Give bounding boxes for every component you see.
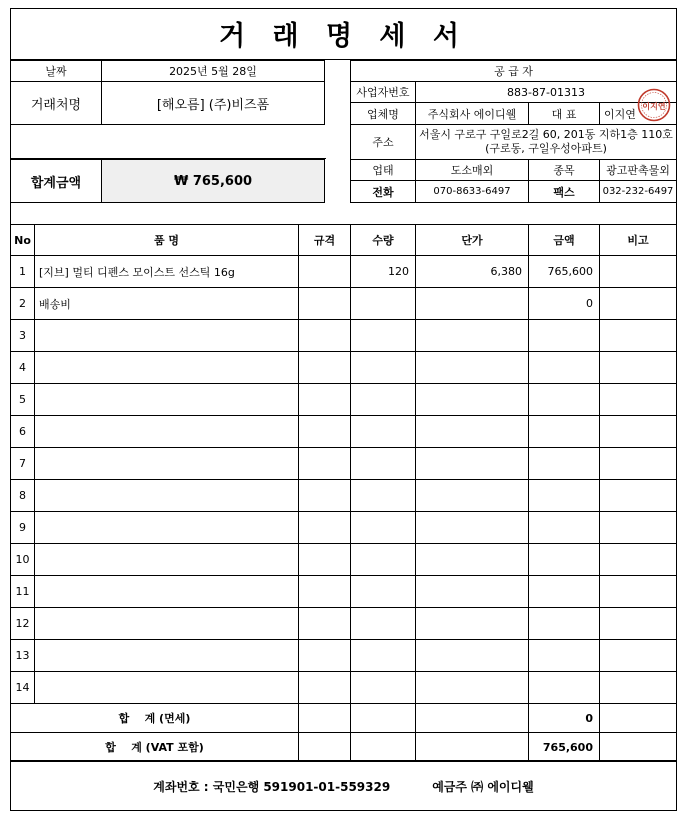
reg-no-value: 883-87-01313	[415, 81, 677, 103]
table-cell-amount	[528, 447, 600, 480]
table-cell-unit-price	[415, 479, 529, 512]
table-cell-qty	[350, 671, 416, 704]
address-value: 서울시 구로구 구일로2길 60, 201동 지하1층 110호(구로동, 구일우성아파트)	[415, 124, 677, 160]
table-cell-unit-price	[415, 639, 529, 672]
table-cell-unit-price	[415, 671, 529, 704]
table-cell-unit-price	[415, 351, 529, 384]
table-cell-spec	[298, 255, 351, 288]
header-item: 품 명	[34, 224, 299, 256]
row-number: 9	[10, 511, 35, 544]
table-cell-note	[599, 287, 677, 320]
table-cell-unit-price	[415, 575, 529, 608]
table-cell-unit-price	[415, 447, 529, 480]
total-amount-label: 합계금액	[10, 159, 102, 203]
table-cell-amount	[528, 383, 600, 416]
table-cell-item	[34, 575, 299, 608]
table-cell-unit-price	[415, 415, 529, 448]
biz-type-label: 업태	[350, 159, 416, 181]
table-cell-qty	[350, 351, 416, 384]
table-cell-item	[34, 543, 299, 576]
table-cell-unit-price	[415, 543, 529, 576]
table-cell-qty	[350, 511, 416, 544]
table-cell-amount	[528, 543, 600, 576]
row-number: 3	[10, 319, 35, 352]
table-cell-note	[599, 671, 677, 704]
row-number: 2	[10, 287, 35, 320]
client-value: [해오름] (주)비즈폼	[101, 81, 325, 125]
subtotal-tax-free-value: 0	[528, 703, 600, 733]
row-number: 12	[10, 607, 35, 640]
table-cell-qty	[350, 479, 416, 512]
table-cell-item	[34, 351, 299, 384]
row-number: 6	[10, 415, 35, 448]
document-title: 거 래 명 세 서	[10, 8, 677, 60]
table-cell-unit-price	[415, 287, 529, 320]
row-number: 1	[10, 255, 35, 288]
table-cell-qty	[350, 575, 416, 608]
reg-no-label: 사업자번호	[350, 81, 416, 103]
table-cell-spec	[298, 575, 351, 608]
table-cell-note	[599, 383, 677, 416]
table-cell-amount	[528, 415, 600, 448]
table-cell-amount	[528, 351, 600, 384]
table-cell-spec	[298, 511, 351, 544]
table-cell-amount	[528, 639, 600, 672]
table-cell-qty	[350, 639, 416, 672]
total-vat-value: 765,600	[528, 732, 600, 762]
table-cell-amount: 0	[528, 287, 600, 320]
table-cell-spec	[298, 543, 351, 576]
table-cell-spec	[298, 671, 351, 704]
date-label: 날짜	[10, 60, 102, 82]
table-cell-item: [지브] 멀티 디펜스 모이스트 선스틱 16g	[34, 255, 299, 288]
table-cell-unit-price	[415, 383, 529, 416]
row-number: 11	[10, 575, 35, 608]
company-label: 업체명	[350, 102, 416, 125]
table-cell-item	[34, 639, 299, 672]
table-cell-qty	[350, 287, 416, 320]
table-cell-note	[599, 255, 677, 288]
table-cell-spec	[298, 607, 351, 640]
table-cell-spec	[298, 639, 351, 672]
table-cell-item	[34, 415, 299, 448]
table-cell-amount	[528, 671, 600, 704]
table-cell-item	[34, 511, 299, 544]
total-note-empty	[599, 732, 677, 762]
fax-label: 팩스	[528, 180, 600, 203]
table-cell-spec	[298, 351, 351, 384]
subtotal-spec-empty	[298, 703, 351, 733]
ceo-value: 이지연	[599, 102, 677, 125]
table-cell-note	[599, 511, 677, 544]
table-cell-note	[599, 447, 677, 480]
table-cell-unit-price	[415, 607, 529, 640]
subtotal-note-empty	[599, 703, 677, 733]
account-number: 계좌번호 : 국민은행 591901-01-559329	[153, 779, 391, 794]
row-number: 13	[10, 639, 35, 672]
address-label: 주소	[350, 124, 416, 160]
table-cell-note	[599, 415, 677, 448]
table-cell-item: 배송비	[34, 287, 299, 320]
client-label: 거래처명	[10, 81, 102, 125]
table-cell-qty: 120	[350, 255, 416, 288]
header-note: 비고	[599, 224, 677, 256]
biz-item-label: 종목	[528, 159, 600, 181]
header-no: No	[10, 224, 35, 256]
subtotal-qty-empty	[350, 703, 416, 733]
row-number: 5	[10, 383, 35, 416]
table-cell-note	[599, 575, 677, 608]
table-cell-amount	[528, 575, 600, 608]
company-seal-icon	[637, 88, 671, 122]
table-cell-spec	[298, 319, 351, 352]
table-cell-note	[599, 607, 677, 640]
row-number: 8	[10, 479, 35, 512]
table-cell-unit-price	[415, 319, 529, 352]
header-unit-price: 단가	[415, 224, 529, 256]
row-number: 7	[10, 447, 35, 480]
row-number: 4	[10, 351, 35, 384]
table-cell-note	[599, 351, 677, 384]
subtotal-tax-free-label: 합 계 (면세)	[10, 703, 299, 733]
company-value: 주식회사 에이디웰	[415, 102, 529, 125]
biz-type-value: 도소매외	[415, 159, 529, 181]
supplier-header: 공 급 자	[350, 60, 677, 82]
table-cell-spec	[298, 287, 351, 320]
row-number: 10	[10, 543, 35, 576]
table-cell-item	[34, 319, 299, 352]
table-cell-qty	[350, 543, 416, 576]
biz-item-value: 광고판촉물외	[599, 159, 677, 181]
total-spec-empty	[298, 732, 351, 762]
total-price-empty	[415, 732, 529, 762]
bank-account-info	[10, 761, 677, 811]
table-cell-amount	[528, 319, 600, 352]
table-cell-unit-price: 6,380	[415, 255, 529, 288]
table-cell-spec	[298, 479, 351, 512]
table-cell-spec	[298, 415, 351, 448]
table-cell-amount	[528, 607, 600, 640]
total-amount-value: ₩ 765,600	[101, 159, 325, 203]
date-value: 2025년 5월 28일	[101, 60, 325, 82]
header-amount: 금액	[528, 224, 600, 256]
table-cell-qty	[350, 447, 416, 480]
total-vat-label: 합 계 (VAT 포함)	[10, 732, 299, 762]
table-cell-note	[599, 319, 677, 352]
table-cell-note	[599, 479, 677, 512]
header-qty: 수량	[350, 224, 416, 256]
phone-label: 전화	[350, 180, 416, 203]
table-cell-spec	[298, 383, 351, 416]
subtotal-price-empty	[415, 703, 529, 733]
table-cell-qty	[350, 383, 416, 416]
account-holder: 예금주 ㈜ 에이디웰	[432, 779, 534, 794]
table-cell-amount: 765,600	[528, 255, 600, 288]
fax-value: 032-232-6497	[599, 180, 677, 203]
table-cell-unit-price	[415, 511, 529, 544]
header-spec: 규격	[298, 224, 351, 256]
table-cell-note	[599, 639, 677, 672]
table-cell-qty	[350, 415, 416, 448]
table-cell-amount	[528, 511, 600, 544]
table-cell-qty	[350, 607, 416, 640]
table-cell-item	[34, 447, 299, 480]
ceo-label: 대 표	[528, 102, 600, 125]
seal-text: 이지연	[642, 102, 666, 111]
total-qty-empty	[350, 732, 416, 762]
table-cell-item	[34, 479, 299, 512]
row-number: 14	[10, 671, 35, 704]
table-cell-amount	[528, 479, 600, 512]
table-cell-spec	[298, 447, 351, 480]
table-cell-item	[34, 383, 299, 416]
table-cell-note	[599, 543, 677, 576]
phone-value: 070-8633-6497	[415, 180, 529, 203]
table-cell-qty	[350, 319, 416, 352]
table-cell-item	[34, 607, 299, 640]
table-cell-item	[34, 671, 299, 704]
